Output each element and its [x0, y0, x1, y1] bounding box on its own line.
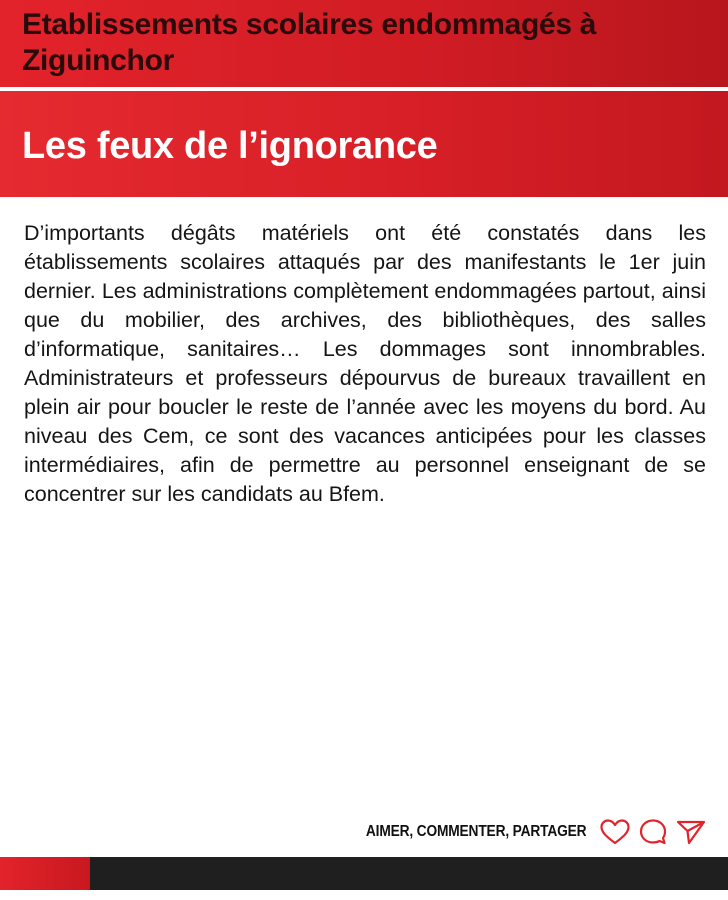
footer-dark-bar: [90, 857, 728, 890]
article-headline: Les feux de l’ignorance: [22, 125, 438, 167]
article-kicker: Etablissements scolaires endommagés à Ziguinchor: [22, 8, 597, 77]
send-icon[interactable]: [674, 816, 708, 848]
footer-red-block: [0, 857, 90, 890]
article-body: D’importants dégâts matériels ont été constatés dans les établissements scolaires attaqués par des manifestants le 1er juin dernier. Les administrations complètement endommagées partout, ainsi que du mobilier, des archives, des bibliothèques, des salles d’informatique, sanitaires… Les dommages sont innombrables. Administrateurs et professeurs dépourvus de bureaux travaillent en plein air pour boucler le reste de l’année avec les moyens du bord. Au niveau des Cem, ce sont des vacances anticipées pour les classes intermédiaires, afin de permettre au personnel enseignant de se concentrer sur les candidats au Bfem.: [24, 221, 706, 506]
comment-icon[interactable]: [636, 816, 670, 848]
social-label: AIMER, COMMENTER, PARTAGER: [365, 823, 586, 840]
social-actions: [330, 815, 708, 849]
heart-icon[interactable]: [598, 816, 632, 848]
